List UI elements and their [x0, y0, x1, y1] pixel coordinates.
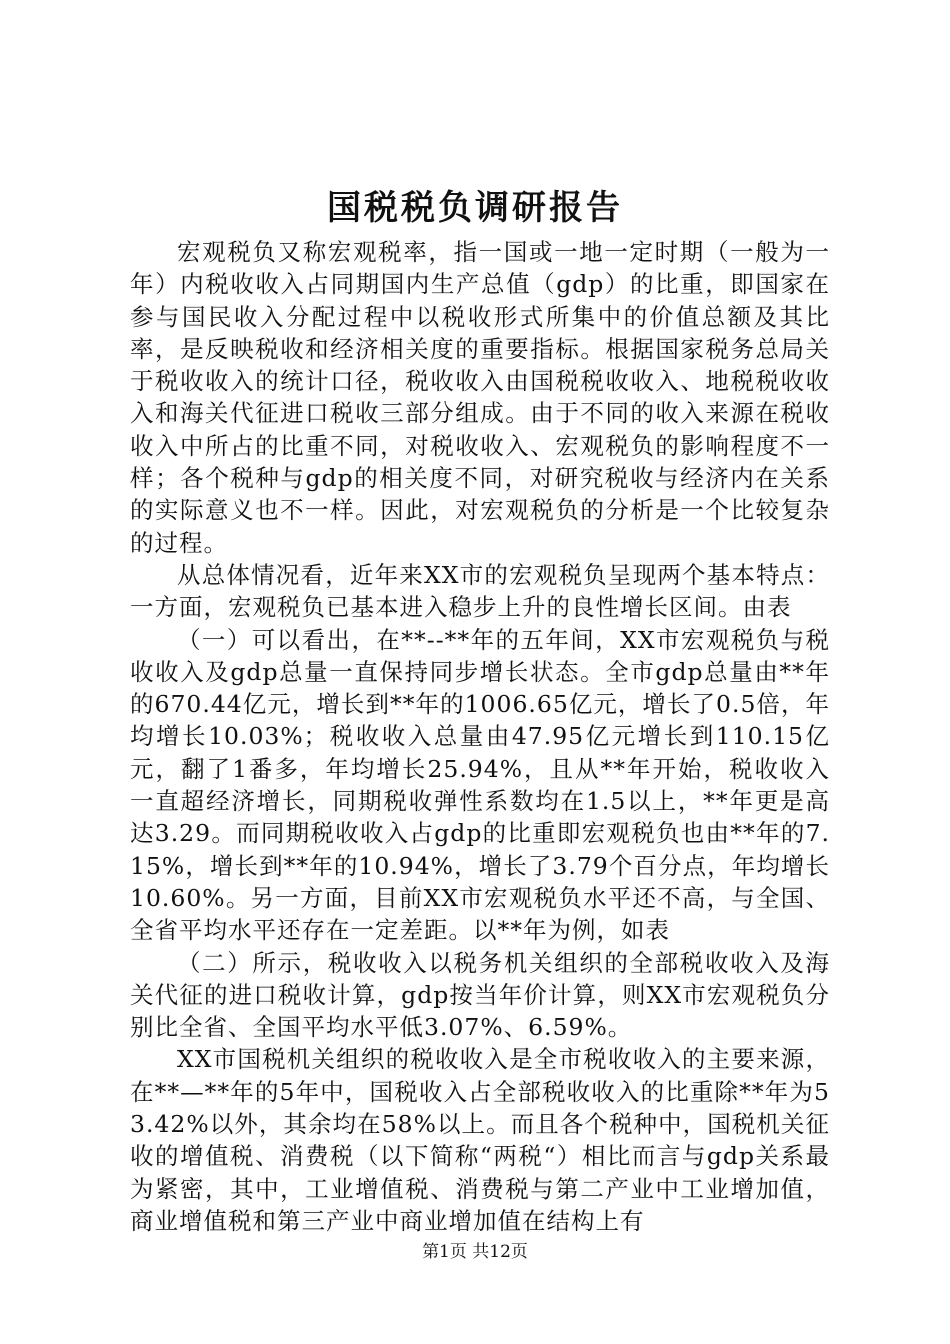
document-title: 国税税负调研报告 [327, 188, 623, 228]
paragraph: （一）可以看出，在**--**年的五年间，XX市宏观税负与税收收入及gdp总量一直保持同步增长状态。全市gdp总量由**年的670.44亿元，增长到**年的1006.65亿元，增长了0.5倍，年均增长10.03%；税收收入总量由47.95亿元增长到110.15亿元，翻了1番多，年均增长25.94%，且从**年开始，税收收入一直超经济增长，同期税收弹性系数均在1.5以上，**年更是高达3.29。而同期税收收入占gdp的比重即宏观税负也由**年的7.15%，增长到**年的10.94%，增长了3.79个百分点，年均增长10.60%。另一方面，目前XX市宏观税负水平还不高，与全国、全省平均水平还存在一定差距。以**年为例，如表 [130, 625, 830, 945]
page-number-footer: 第1页 共12页 [422, 1242, 528, 1262]
paragraph: （二）所示，税收收入以税务机关组织的全部税收收入及海关代征的进口税收计算，gdp按当年价计算，则XX市宏观税负分别比全省、全国平均水平低3.07%、6.59%。 [130, 948, 830, 1042]
paragraph: 宏观税负又称宏观税率，指一国或一地一定时期（一般为一年）内税收收入占同期国内生产总值（gdp）的比重，即国家在参与国民收入分配过程中以税收形式所集中的价值总额及其比率，是反映税收和经济相关度的重要指标。根据国家税务总局关于税收收入的统计口径，税收收入由国税税收收入、地税税收收入和海关代征进口税收三部分组成。由于不同的收入来源在税收收入中所占的比重不同，对税收收入、宏观税负的影响程度不一样；各个税种与gdp的相关度不同，对研究税收与经济内在关系的实际意义也不一样。因此，对宏观税负的分析是一个比较复杂的过程。 [130, 238, 830, 557]
paragraph: XX市国税机关组织的税收收入是全市税收收入的主要来源，在**—**年的5年中，国税收入占全部税收收入的比重除**年为53.42%以外，其余均在58%以上。而且各个税种中，国税机关征收的增值税、消费税（以下简称“两税“）相比而言与gdp关系最为紧密，其中，工业增值税、消费税与第二产业中工业增加值，商业增值税和第三产业中商业增加值在结构上有 [130, 1045, 830, 1235]
paragraph: 从总体情况看，近年来XX市的宏观税负呈现两个基本特点：一方面，宏观税负已基本进入稳步上升的良性增长区间。由表 [130, 560, 830, 622]
document-body [130, 236, 830, 1237]
